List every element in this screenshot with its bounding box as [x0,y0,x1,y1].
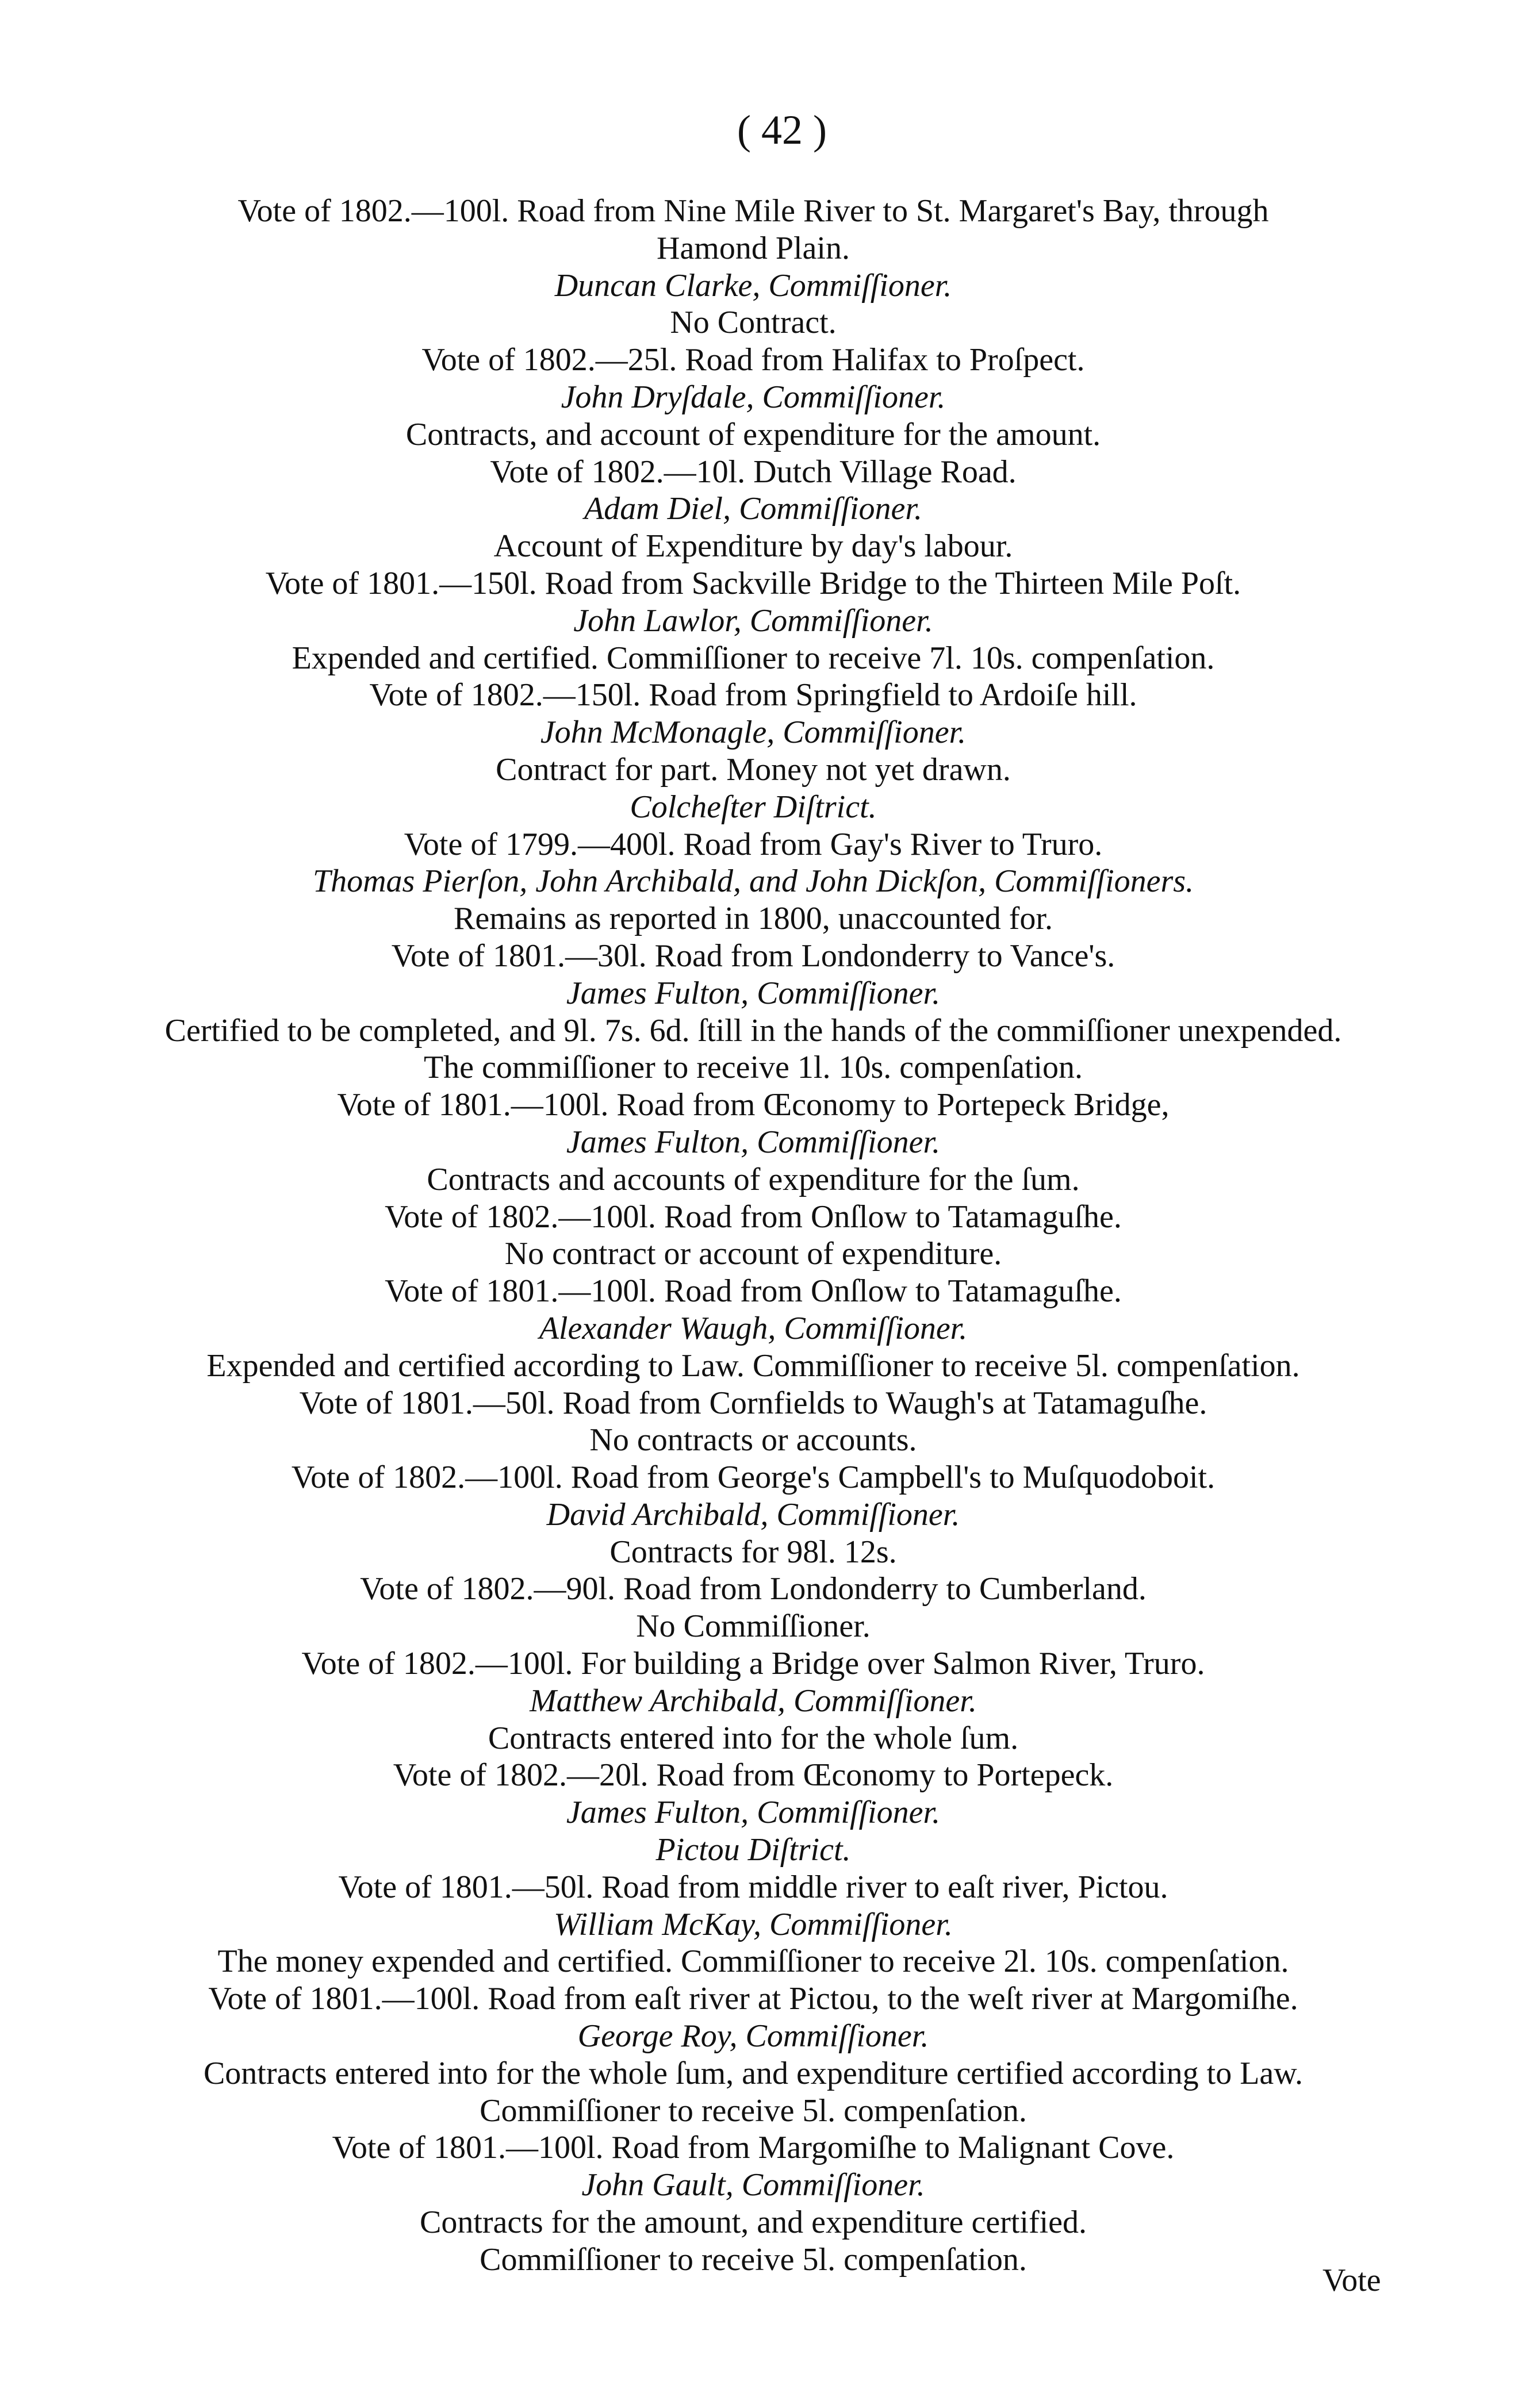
text-line: Vote of 1801.—100l. Road from eaſt river at Pictou, to the weſt river at Margomiſhe. [208,1981,1298,2017]
commissioner-or-heading-line: David Archibald, Commiſſioner. [546,1496,960,1533]
text-block [52,193,1455,2279]
text-line: No Commiſſioner. [636,1608,871,1645]
text-line: Vote of 1802.—20l. Road from Œconomy to Portepeck. [393,1757,1114,1793]
commissioner-or-heading-line: Colcheſter Diſtrict. [630,789,877,825]
text-line: Contracts for the amount, and expenditure certified. [419,2205,1087,2241]
text-line: Contracts and accounts of expenditure for the ſum. [427,1161,1080,1197]
text-line: No Contract. [670,305,837,341]
commissioner-or-heading-line: John Gault, Commiſſioner. [581,2167,925,2203]
commissioner-or-heading-line: Alexander Waugh, Commiſſioner. [539,1310,968,1346]
commissioner-or-heading-line: William McKay, Commiſſioner. [554,1906,953,1942]
commissioner-or-heading-line: James Fulton, Commiſſioner. [566,1795,941,1831]
text-line: Expended and certified. Commiſſioner to receive 7l. 10s. compenſation. [292,640,1215,676]
text-line: Vote of 1801.—50l. Road from middle river to eaſt river, Pictou. [338,1869,1168,1905]
text-line: Vote of 1802.—100l. For building a Bridge over Salmon River, Truro. [301,1646,1205,1682]
commissioner-or-heading-line: Pictou Diſtrict. [655,1832,851,1868]
text-line: Certified to be completed, and 9l. 7s. 6d. ſtill in the hands of the commiſſioner unexpended. [164,1012,1342,1049]
text-line: Vote of 1801.—100l. Road from Margomiſhe to Malignant Cove. [332,2130,1175,2166]
text-line: Vote of 1802.—150l. Road from Springfield to Ardoiſe hill. [369,677,1137,713]
text-line: Vote of 1801.—150l. Road from Sackville Bridge to the Thirteen Mile Poſt. [265,565,1241,601]
text-line: Vote of 1802.—100l. Road from George's Campbell's to Muſquodoboit. [291,1460,1216,1496]
commissioner-or-heading-line: James Fulton, Commiſſioner. [566,975,941,1011]
text-line: Contracts, and account of expenditure for the amount. [405,416,1101,452]
text-line: Contracts entered into for the whole ſum. [488,1720,1019,1756]
text-line: Vote of 1802.—100l. Road from Nine Mile River to St. Margaret's Bay, through [237,193,1269,229]
text-line: Vote of 1801.—100l. Road from Œconomy to Portepeck Bridge, [337,1087,1170,1123]
text-line: Contracts entered into for the whole ſum, and expenditure certified according to Law. [203,2055,1304,2091]
text-line: Vote of 1802.—10l. Dutch Village Road. [490,454,1017,490]
text-line: Commiſſioner to receive 5l. compenſation. [480,2241,1027,2278]
commissioner-or-heading-line: John Dryſdale, Commiſſioner. [561,379,946,415]
text-line: Vote of 1802.—25l. Road from Halifax to Proſpect. [421,342,1085,378]
text-line: Hamond Plain. [657,230,850,266]
catchword: Vote [1322,2263,1381,2298]
commissioner-or-heading-line: Duncan Clarke, Commiſſioner. [554,267,952,304]
commissioner-or-heading-line: John McMonagle, Commiſſioner. [540,715,967,751]
text-line: No contract or account of expenditure. [504,1236,1002,1272]
text-line: Vote of 1802.—90l. Road from Londonderry to Cumberland. [360,1571,1147,1607]
commissioner-or-heading-line: Matthew Archibald, Commiſſioner. [530,1683,977,1719]
commissioner-or-heading-line: George Roy, Commiſſioner. [577,2018,929,2054]
text-line: No contracts or accounts. [589,1422,917,1458]
text-line: Contract for part. Money not yet drawn. [496,751,1011,788]
text-line: Expended and certified according to Law. Commiſſioner to receive 5l. compenſation. [206,1347,1300,1384]
commissioner-or-heading-line: Thomas Pierſon, John Archibald, and John Dickſon, Commiſſioners. [312,863,1194,900]
text-line: Commiſſioner to receive 5l. compenſation. [480,2092,1027,2129]
text-line: Vote of 1801.—50l. Road from Cornfields to Waugh's at Tatamaguſhe. [299,1385,1207,1421]
text-line: The commiſſioner to receive 1l. 10s. compenſation. [423,1050,1083,1086]
text-line: Remains as reported in 1800, unaccounted for. [454,901,1053,937]
text-line: Vote of 1801.—30l. Road from Londonderry to Vance's. [391,938,1115,974]
commissioner-or-heading-line: James Fulton, Commiſſioner. [566,1124,941,1160]
text-line: Vote of 1799.—400l. Road from Gay's River to Truro. [404,826,1103,862]
commissioner-or-heading-line: Adam Diel, Commiſſioner. [584,491,922,527]
text-line: Vote of 1802.—100l. Road from Onſlow to Tatamaguſhe. [385,1199,1122,1235]
text-line: Account of Expenditure by day's labour. [493,528,1013,564]
text-line: The money expended and certified. Commiſſioner to receive 2l. 10s. compenſation. [217,1944,1289,1980]
commissioner-or-heading-line: John Lawlor, Commiſſioner. [573,602,933,639]
text-line: Contracts for 98l. 12s. [609,1534,897,1570]
page-number: ( 42 ) [737,107,827,153]
text-line: Vote of 1801.—100l. Road from Onſlow to Tatamaguſhe. [385,1273,1122,1309]
